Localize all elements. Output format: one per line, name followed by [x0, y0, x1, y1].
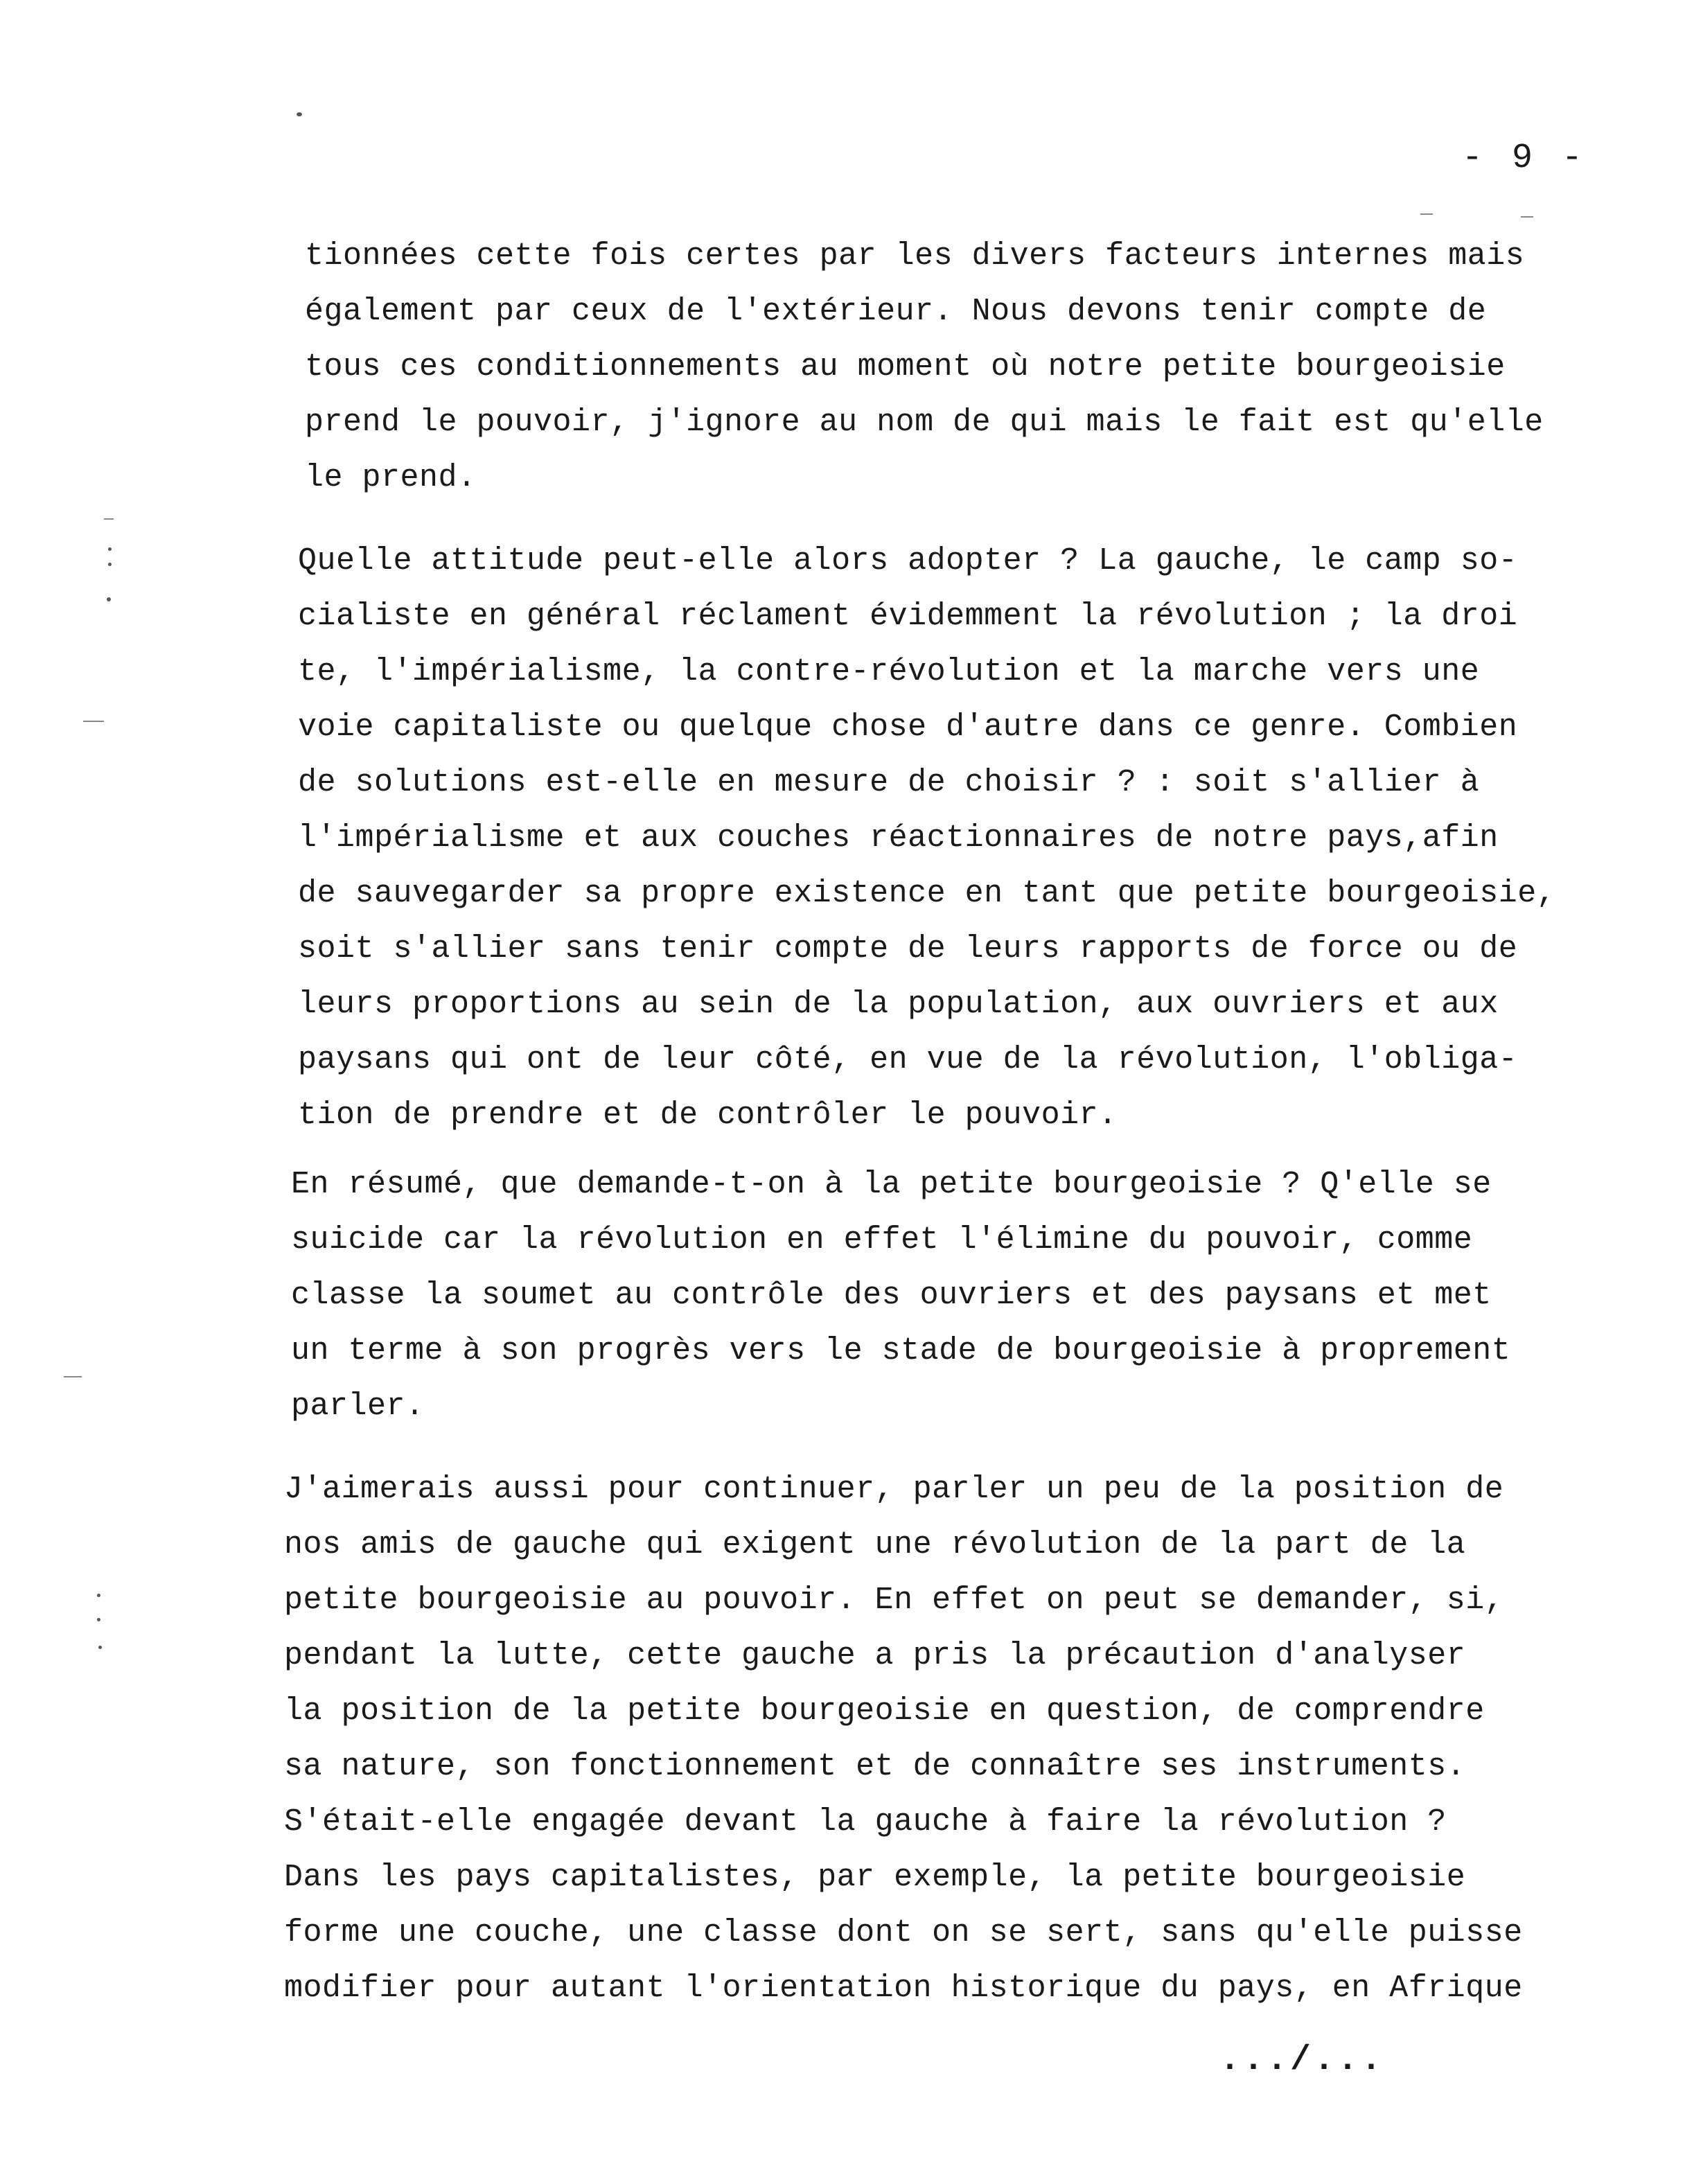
text-line: tionnées cette fois certes par les divers facteurs internes mais	[305, 238, 1525, 274]
text-line: le prend.	[305, 460, 477, 495]
scan-mark	[1521, 216, 1533, 218]
text-line: J'aimerais aussi pour continuer, parler un peu de la position de	[284, 1472, 1504, 1507]
scan-mark	[1420, 213, 1433, 215]
text-line: de solutions est-elle en mesure de choisir ? : soit s'allier à	[298, 765, 1480, 800]
text-line: En résumé, que demande-t-on à la petite bourgeoisie ? Q'elle se	[291, 1167, 1492, 1202]
scan-speck	[108, 563, 112, 566]
text-line: la position de la petite bourgeoisie en question, de comprendre	[284, 1693, 1485, 1729]
text-line: également par ceux de l'extérieur. Nous devons tenir compte de	[305, 294, 1487, 329]
paragraph-4	[284, 1462, 1600, 2016]
text-line: nos amis de gauche qui exigent une révolution de la part de la	[284, 1527, 1466, 1562]
text-line: petite bourgeoisie au pouvoir. En effet on peut se demander, si,	[284, 1583, 1504, 1618]
text-line: paysans qui ont de leur côté, en vue de la révolution, l'obliga-	[298, 1042, 1518, 1077]
text-line: leurs proportions au sein de la population, aux ouvriers et aux	[298, 987, 1499, 1022]
text-line: l'impérialisme et aux couches réactionnaires de notre pays,afin	[298, 820, 1499, 856]
text-line: voie capitaliste ou quelque chose d'autre dans ce genre. Combien	[298, 710, 1518, 745]
scan-speck	[97, 1618, 100, 1621]
text-line: de sauvegarder sa propre existence en tant que petite bourgeoisie,	[298, 876, 1556, 911]
text-line: Dans les pays capitalistes, par exemple, la petite bourgeoisie	[284, 1860, 1466, 1895]
scan-mark	[83, 721, 104, 722]
text-line: prend le pouvoir, j'ignore au nom de qui mais le fait est qu'elle	[305, 405, 1544, 440]
paragraph-1	[305, 229, 1621, 506]
text-line: sa nature, son fonctionnement et de connaître ses instruments.	[284, 1749, 1466, 1784]
scan-speck	[98, 1646, 102, 1649]
page-number: - 9 -	[1462, 139, 1587, 178]
paragraph-2	[298, 534, 1614, 1143]
text-line: tion de prendre et de contrôler le pouvoir.	[298, 1098, 1118, 1133]
text-line: S'était-elle engagée devant la gauche à faire la révolution ?	[284, 1804, 1447, 1840]
text-line: modifier pour autant l'orientation historique du pays, en Afrique	[284, 1971, 1523, 2006]
text-line: cialiste en général réclament évidemment la révolution ; la droi	[298, 599, 1518, 634]
paragraph-3	[291, 1157, 1607, 1434]
text-line: suicide car la révolution en effet l'élimine du pouvoir, comme	[291, 1222, 1473, 1258]
text-line: parler.	[291, 1389, 425, 1424]
text-line: soit s'allier sans tenir compte de leurs rapports de force ou de	[298, 931, 1518, 967]
text-line: tous ces conditionnements au moment où notre petite bourgeoisie	[305, 349, 1506, 385]
text-line: Quelle attitude peut-elle alors adopter ? La gauche, le camp so-	[298, 543, 1518, 579]
continuation-mark: .../...	[1219, 2041, 1385, 2080]
scan-speck	[297, 112, 302, 116]
scan-speck	[108, 547, 112, 551]
text-line: forme une couche, une classe dont on se sert, sans qu'elle puisse	[284, 1915, 1523, 1950]
scan-speck	[97, 1594, 100, 1597]
scan-mark	[104, 518, 114, 520]
text-line: te, l'impérialisme, la contre-révolution et la marche vers une	[298, 654, 1480, 689]
text-line: un terme à son progrès vers le stade de bourgeoisie à proprement	[291, 1333, 1511, 1368]
text-line: classe la soumet au contrôle des ouvriers et des paysans et met	[291, 1278, 1492, 1313]
scan-mark	[64, 1376, 82, 1377]
scan-speck	[107, 597, 111, 601]
text-line: pendant la lutte, cette gauche a pris la précaution d'analyser	[284, 1638, 1466, 1673]
